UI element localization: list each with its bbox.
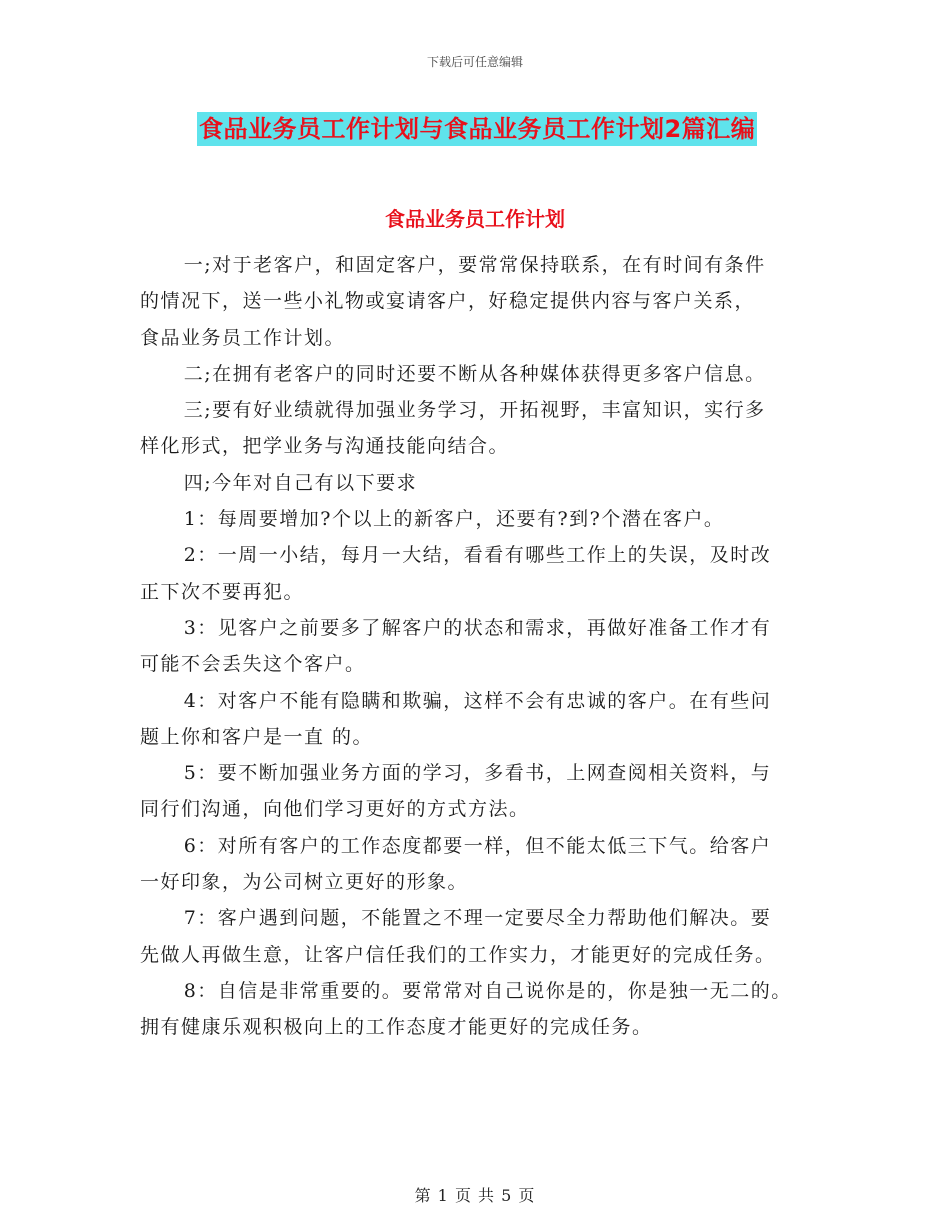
requirement-7-continuation: 先做人再做生意，让客户信任我们的工作实力，才能更好的完成任务。 [140, 943, 776, 966]
section-title: 食品业务员工作计划 [385, 207, 565, 231]
requirement-3: 3：见客户之前要多了解客户的状态和需求，再做好准备工作才有 [183, 616, 772, 639]
paragraph-2: 二;在拥有老客户的同时还要不断从各种媒体获得更多客户信息。 [183, 362, 766, 385]
document-body [140, 247, 825, 1046]
requirement-1: 1：每周要增加?个以上的新客户，还要有?到?个潜在客户。 [183, 508, 725, 531]
requirement-2: 2：一周一小结，每月一大结，看看有哪些工作上的失误，及时改 [183, 544, 772, 567]
paragraph-text: 一;对于老客户，和固定客户，要常常保持联系，在有时间有条件 [183, 254, 766, 276]
paragraph-3-continuation: 样化形式，把学业务与沟通技能向结合。 [140, 435, 510, 458]
requirement-6: 6：对所有客户的工作态度都要一样，但不能太低三下气。给客户 [183, 834, 772, 857]
header-note: 下载后可任意编辑 [426, 55, 523, 69]
paragraph-1 [140, 247, 825, 283]
paragraph-1-continuation: 食品业务员工作计划。 [140, 326, 346, 349]
requirement-8: 8：自信是非常重要的。要常常对自己说你是的，你是独一无二的。 [183, 979, 792, 1002]
paragraph-3: 三;要有好业绩就得加强业务学习，开拓视野，丰富知识，实行多 [183, 399, 766, 422]
requirement-5: 5：要不断加强业务方面的学习，多看书，上网查阅相关资料，与 [183, 762, 772, 785]
requirement-4-continuation: 题上你和客户是一直 的。 [140, 725, 374, 748]
paragraph-4: 四;今年对自己有以下要求 [183, 471, 418, 494]
document-title: 食品业务员工作计划与食品业务员工作计划2篇汇编 [197, 112, 757, 146]
requirement-3-continuation: 可能不会丢失这个客户。 [140, 653, 366, 676]
requirement-5-continuation: 同行们沟通，向他们学习更好的方式方法。 [140, 798, 530, 821]
page-number: 第 1 页 共 5 页 [414, 1186, 536, 1205]
requirement-6-continuation: 一好印象，为公司树立更好的形象。 [140, 871, 469, 894]
paragraph-1-continuation: 的情况下，送一些小礼物或宴请客户，好稳定提供内容与客户关系， [140, 290, 756, 313]
requirement-4: 4：对客户不能有隐瞒和欺骗，这样不会有忠诚的客户。在有些问 [183, 689, 772, 712]
requirement-8-continuation: 拥有健康乐观积极向上的工作态度才能更好的完成任务。 [140, 1016, 653, 1039]
requirement-2-continuation: 正下次不要再犯。 [140, 580, 305, 603]
requirement-7: 7：客户遇到问题，不能置之不理一定要尽全力帮助他们解决。要 [183, 907, 772, 930]
